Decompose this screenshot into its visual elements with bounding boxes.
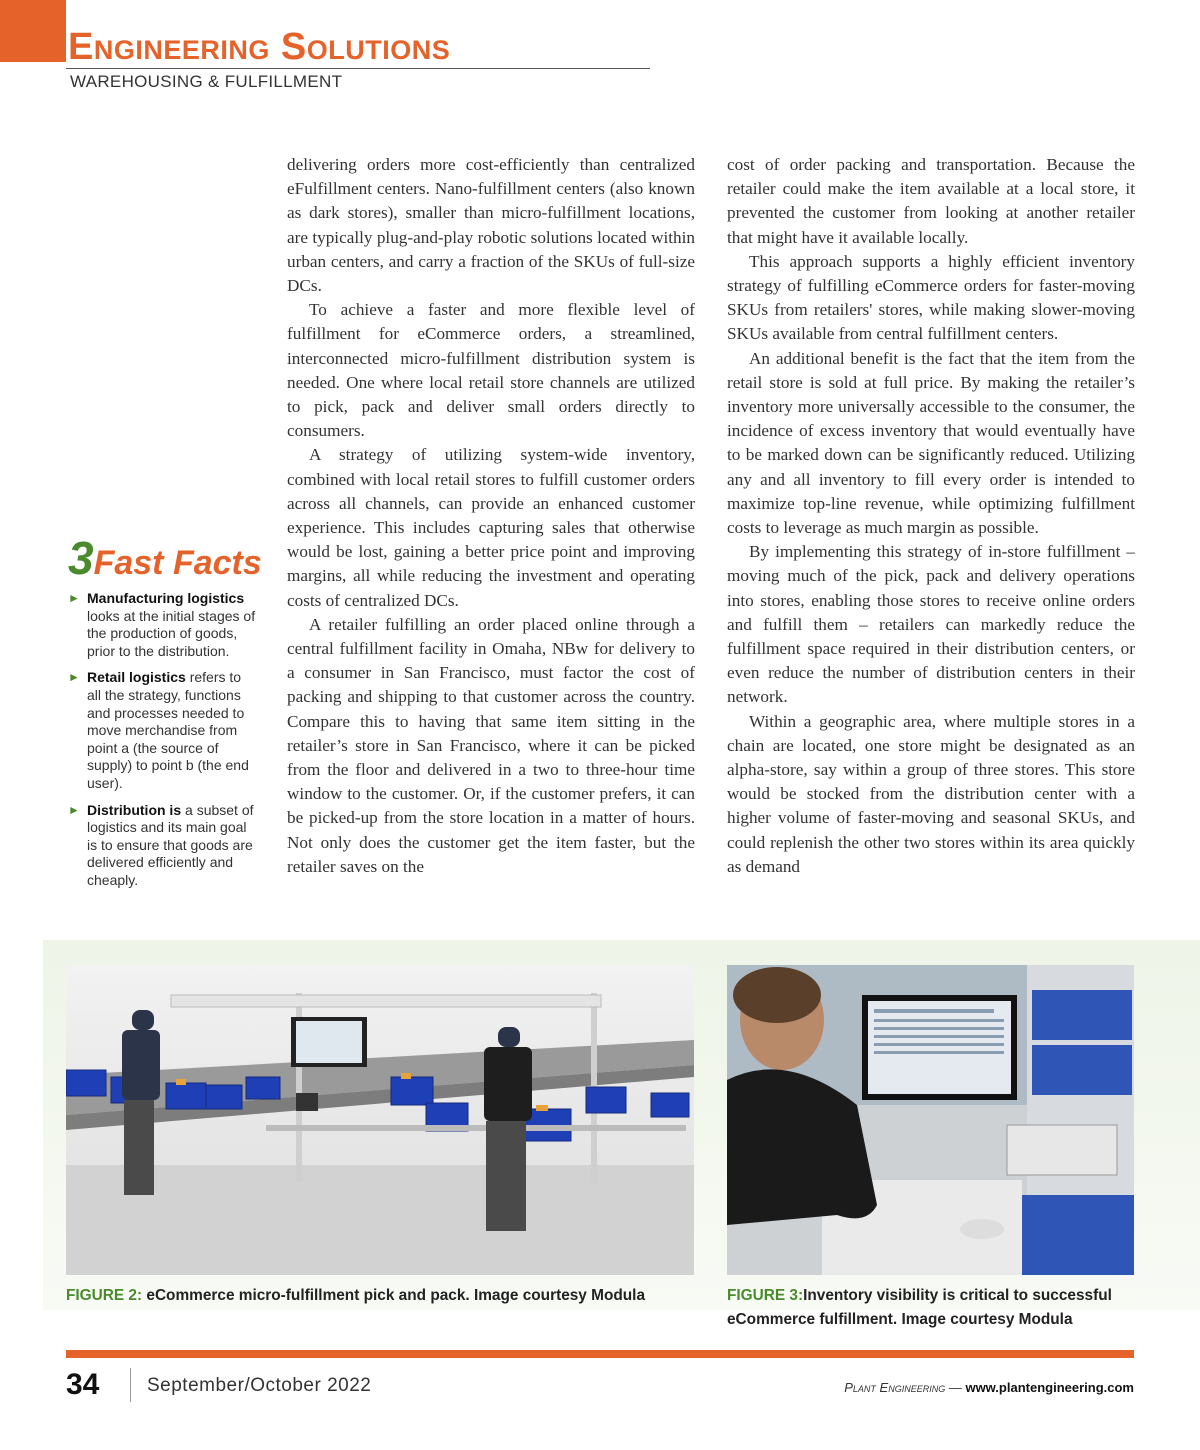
caption-text: eCommerce micro-fulfillment pick and pack. Image courtesy Modula xyxy=(142,1287,646,1304)
footer-rule xyxy=(66,1350,1134,1358)
paragraph: Within a geographic area, where multiple stores in a chain are located, one store might be designated as an alpha-store, say within a group of three stores. This store would be stocked from the distribution center with a higher volume of faster-moving and seasonal SKUs, and could replenish the other two stores within its area quickly as demand xyxy=(727,711,1135,876)
section-color-tab xyxy=(0,0,66,62)
arrow-icon: ► xyxy=(68,591,80,605)
magazine-name: Plant Engineering xyxy=(844,1380,946,1395)
figure-label: FIGURE 2: xyxy=(66,1287,143,1304)
figure-2-photo xyxy=(66,965,694,1275)
header-rule xyxy=(66,68,650,69)
fast-facts-heading xyxy=(68,532,262,584)
figure-3-photo xyxy=(727,965,1134,1275)
paragraph: cost of order packing and transportation. Because the retailer could make the item available at a local store, it prevented the customer from looking at another retailer that might have it available locally. xyxy=(727,155,1135,247)
paragraph: A strategy of utilizing system-wide inventory, combined with local retail stores to fulfill customer orders across all channels, can provide an enhanced customer experience. This includes capturing sales that otherwise would be lost, gaining a better price point and improving margins, all while reducing the investment and operating costs of centralized DCs. xyxy=(287,445,695,610)
fast-facts-number: 3 xyxy=(68,532,94,584)
figure-label: FIGURE 3: xyxy=(727,1287,804,1304)
magazine-url[interactable]: www.plantengineering.com xyxy=(965,1380,1134,1395)
fast-facts-title: Fast Facts xyxy=(93,544,262,582)
article-column-1 xyxy=(287,153,695,879)
fast-facts-sidebar xyxy=(68,532,262,890)
issue-date: September/October 2022 xyxy=(147,1375,372,1396)
footer-divider xyxy=(130,1368,131,1402)
credit-dash: — xyxy=(945,1380,966,1395)
paragraph: By implementing this strategy of in-store fulfillment – moving much of the pick, pack and delivery operations into stores, enabling those stores to receive online orders and fulfill them – retailers can markedly reduce the fulfillment space required in their distribution centers, or even reduce the number of distribution centers in their network. xyxy=(727,542,1135,707)
fact-term: Manufacturing logistics xyxy=(87,590,245,606)
paragraph: This approach supports a highly efficient inventory strategy of fulfilling eCommerce orders for faster-moving SKUs from retailers' stores, while making slower-moving SKUs available from central fulfillment centers. xyxy=(727,251,1135,344)
page-number: 34 xyxy=(66,1368,100,1401)
figure-3-caption xyxy=(727,1284,1147,1332)
fact-text: refers to all the strategy, functions and processes needed to move merchandise from point a (the source of supply) to point b (the end user). xyxy=(87,669,249,791)
fact-text: looks at the initial stages of the production of goods, prior to the distribution. xyxy=(87,607,256,659)
subsection-title: WAREHOUSING & FULFILLMENT xyxy=(70,72,343,91)
fact-text: a subset of logistics and its main goal is to ensure that goods are delivered efficiently and cheaply. xyxy=(87,801,254,888)
fact-term: Retail logistics xyxy=(87,669,186,686)
paragraph: delivering orders more cost-efficiently than centralized eFulfillment centers. Nano-fulfillment centers (also known as dark stores), smaller than micro-fulfillment locations, are typically plug-and-play robotic solutions located within urban centers, and carry a fraction of the SKUs of full-size DCs. xyxy=(287,155,695,296)
fact-item xyxy=(68,669,258,792)
magazine-credit xyxy=(844,1380,1134,1395)
section-title: Engineering Solutions xyxy=(68,26,451,68)
fact-item xyxy=(68,590,258,660)
arrow-icon: ► xyxy=(68,802,80,817)
article-column-2 xyxy=(727,153,1135,879)
figure-2-caption xyxy=(66,1284,706,1308)
fact-item xyxy=(68,802,258,890)
fact-term: Distribution is xyxy=(87,801,182,818)
caption-text: Inventory visibility is critical to successful eCommerce fulfillment. Image courtesy Modula xyxy=(727,1287,1112,1328)
paragraph: To achieve a faster and more flexible level of fulfillment for eCommerce orders, a streamlined, interconnected micro-fulfillment distribution system is needed. One where local retail store channels are utilized to pick, pack and deliver small orders directly to consumers. xyxy=(287,300,695,441)
paragraph: A retailer fulfilling an order placed online through a central fulfillment facility in Omaha, NBw for delivery to a consumer in San Francisco, must factor the cost of packing and shipping to that customer across the country. Compare this to having that same item sitting in the retailer’s store in San Francisco, where it can be picked from the floor and delivered in a two to three-hour time window to the customer. Or, if the customer prefers, it can be picked-up from the store location in a matter of hours. Not only does the customer get the item faster, but the retailer saves on the xyxy=(287,614,695,876)
paragraph: An additional benefit is the fact that the item from the retail store is sold at full price. By making the retailer’s inventory more universally accessible to the consumer, the incidence of excess inventory that would eventually have to be marked down can be significantly reduced. Utilizing any and all inventory to fill every order is intended to maximize top-line revenue, while optimizing fulfillment costs to leverage as much margin as possible. xyxy=(727,348,1135,538)
arrow-icon: ► xyxy=(68,670,80,685)
